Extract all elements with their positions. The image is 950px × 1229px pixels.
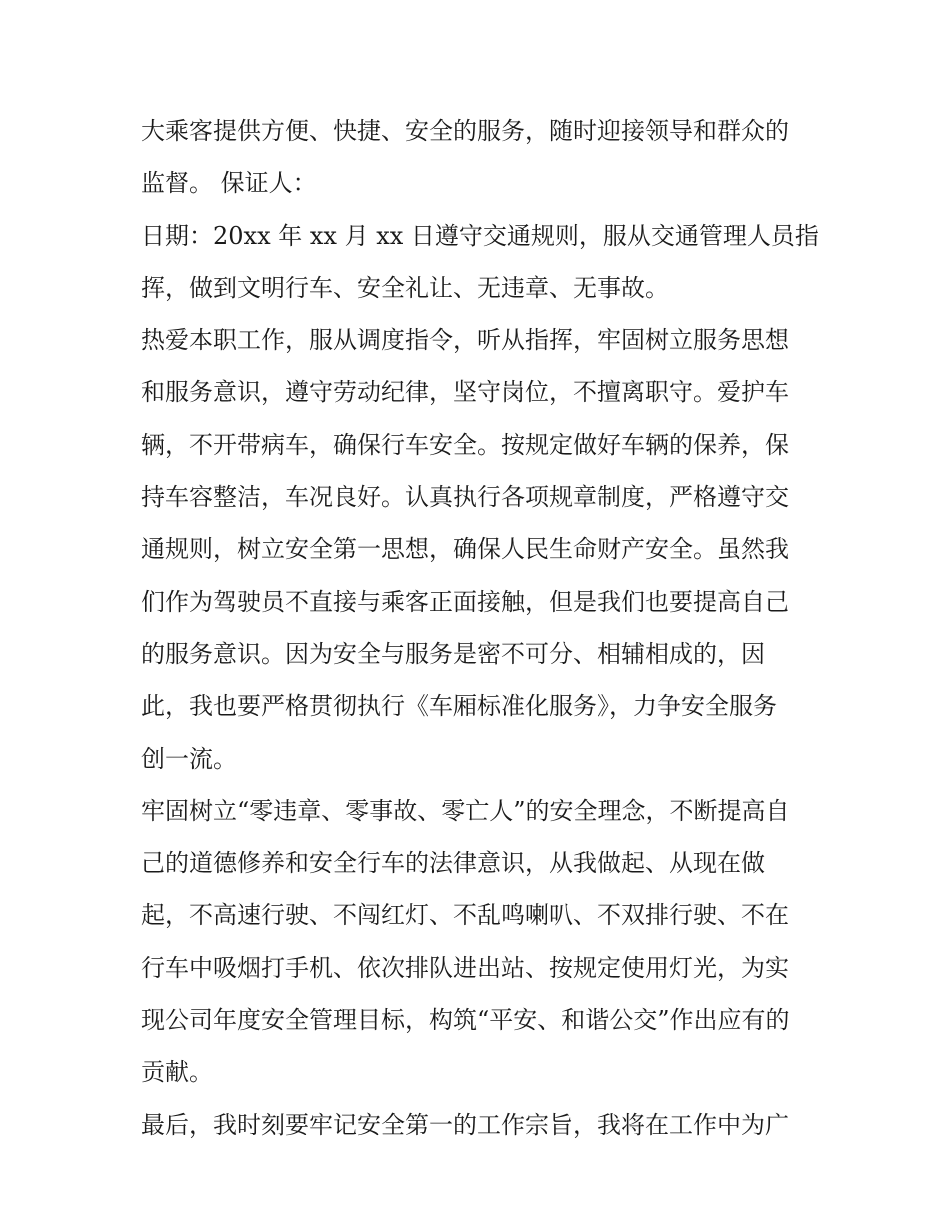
text-line: 现公司年度安全管理目标，构筑“平安、和谐公交”作出应有的 <box>141 1006 790 1035</box>
text-line: 和服务意识，遵守劳动纪律，坚守岗位，不擅离职守。爱护车 <box>141 378 789 407</box>
text-line: 持车容整洁，车况良好。认真执行各项规章制度，严格遵守交 <box>141 483 789 512</box>
text-line: 贡献。 <box>141 1058 213 1087</box>
text-line: 热爱本职工作，服从调度指令，听从指挥，牢固树立服务思想 <box>141 326 789 355</box>
text-line: 牢固树立“零违章、零事故、零亡人”的安全理念，不断提高自 <box>141 796 790 825</box>
text-line: 此，我也要严格贯彻执行《车厢标准化服务》，力争安全服务 <box>141 692 777 721</box>
document-body <box>141 105 819 1151</box>
text-line: 挥，做到文明行车、安全礼让、无违章、无事故。 <box>141 273 669 302</box>
text-line: 日期：20xx 年 xx 月 xx 日遵守交通规则，服从交通管理人员指 <box>141 221 819 250</box>
text-line: 大乘客提供方便、快捷、安全的服务，随时迎接领导和群众的 <box>141 117 789 145</box>
text-line: 的服务意识。因为安全与服务是密不可分、相辅相成的，因 <box>141 639 765 668</box>
text-line: 最后，我时刻要牢记安全第一的工作宗旨，我将在工作中为广 <box>141 1110 789 1139</box>
text-line: 起，不高速行驶、不闯红灯、不乱鸣喇叭、不双排行驶、不在 <box>141 901 789 930</box>
text-line: 通规则，树立安全第一思想，确保人民生命财产安全。虽然我 <box>141 535 789 564</box>
text-line: 监督。 保证人： <box>141 169 317 198</box>
text-line: 们作为驾驶员不直接与乘客正面接触，但是我们也要提高自己 <box>141 587 789 616</box>
text-line: 行车中吸烟打手机、依次排队进出站、按规定使用灯光，为实 <box>141 953 789 982</box>
text-line: 创一流。 <box>141 744 237 773</box>
text-line: 辆，不开带病车，确保行车安全。按规定做好车辆的保养，保 <box>141 430 789 459</box>
text-line: 己的道德修养和安全行车的法律意识，从我做起、从现在做 <box>141 849 765 878</box>
